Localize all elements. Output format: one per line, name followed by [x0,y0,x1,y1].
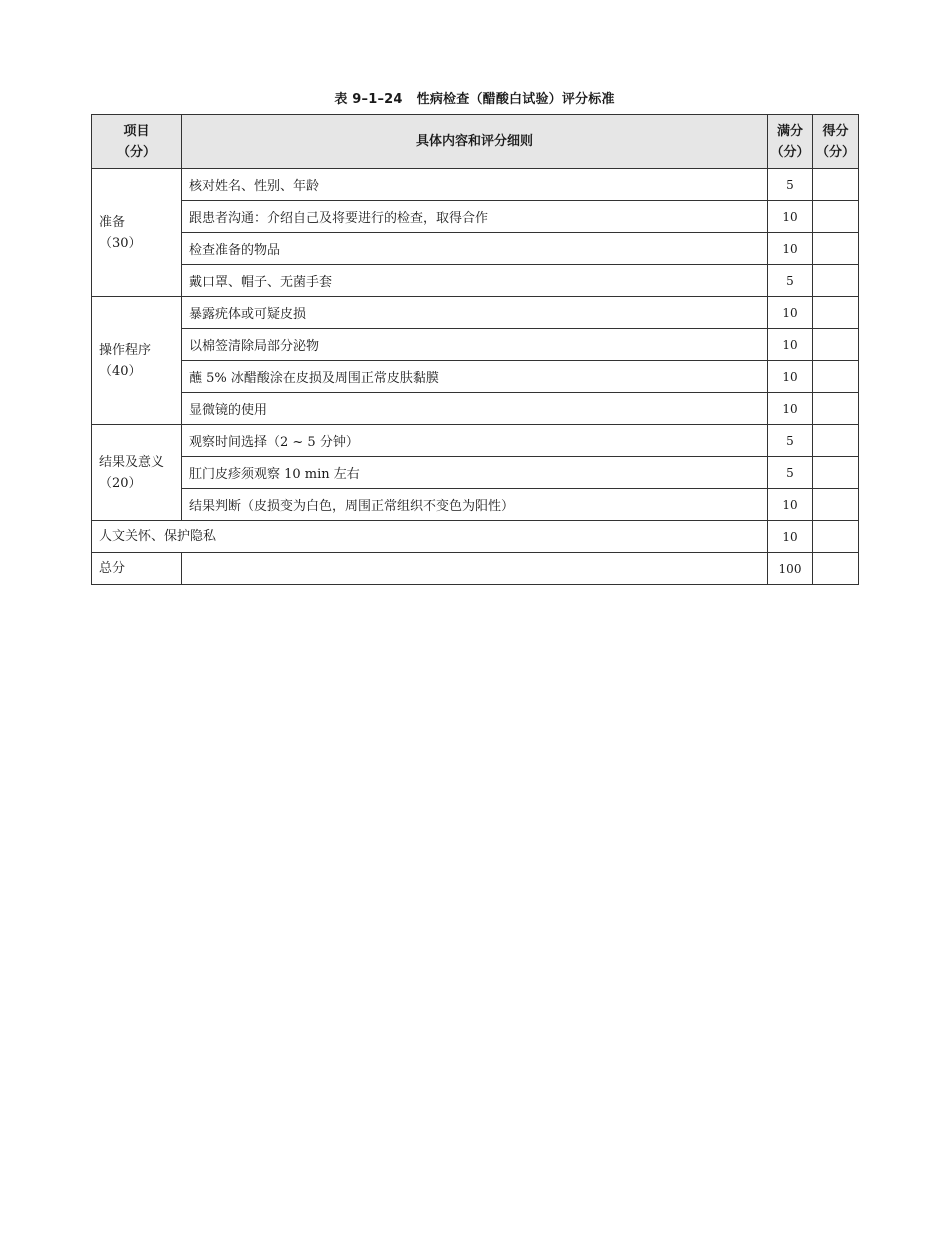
table-title: 性病检查（醋酸白试验）评分标准 [416,92,615,107]
criterion-text: 戴口罩、帽子、无菌手套 [182,265,768,297]
table-row [92,457,859,489]
full-score: 5 [768,457,813,489]
full-score: 5 [768,265,813,297]
table-row [92,265,859,297]
obtained-score-cell[interactable] [813,521,859,553]
table-row [92,169,859,201]
table-row [92,361,859,393]
category-results: 结果及意义 （20） [92,425,182,521]
full-score: 10 [768,393,813,425]
total-empty-cell [182,553,768,585]
obtained-score-cell[interactable] [813,297,859,329]
table-row [92,297,859,329]
header-content: 具体内容和评分细则 [182,115,768,169]
table-row-humanistic [92,521,859,553]
humanistic-label: 人文关怀、保护隐私 [92,521,768,553]
header-row [92,115,859,169]
obtained-score-cell[interactable] [813,169,859,201]
obtained-score-cell[interactable] [813,233,859,265]
full-score: 5 [768,425,813,457]
criterion-text: 核对姓名、性别、年龄 [182,169,768,201]
criterion-text: 跟患者沟通：介绍自己及将要进行的检查，取得合作 [182,201,768,233]
table-number: 表 9–1–24 [334,92,403,107]
total-label: 总分 [92,553,182,585]
full-score: 5 [768,169,813,201]
category-procedure: 操作程序 （40） [92,297,182,425]
table-row-total [92,553,859,585]
obtained-score-cell[interactable] [813,201,859,233]
table-caption [91,88,858,107]
table-row [92,329,859,361]
criterion-text: 显微镜的使用 [182,393,768,425]
criterion-text: 暴露疣体或可疑皮损 [182,297,768,329]
obtained-score-cell[interactable] [813,457,859,489]
full-score: 10 [768,489,813,521]
criterion-text: 以棉签清除局部分泌物 [182,329,768,361]
criterion-text: 结果判断（皮损变为白色，周围正常组织不变色为阳性） [182,489,768,521]
full-score: 10 [768,201,813,233]
criterion-text: 肛门皮疹须观察 10 min 左右 [182,457,768,489]
obtained-score-cell[interactable] [813,425,859,457]
criterion-text: 蘸 5% 冰醋酸涂在皮损及周围正常皮肤黏膜 [182,361,768,393]
full-score: 10 [768,329,813,361]
criterion-text: 检查准备的物品 [182,233,768,265]
full-score: 10 [768,297,813,329]
obtained-score-cell[interactable] [813,361,859,393]
header-item: 项目 （分） [92,115,182,169]
scoring-table [91,114,859,585]
obtained-score-cell[interactable] [813,265,859,297]
table-row [92,393,859,425]
table-row [92,201,859,233]
total-obtained-score-cell[interactable] [813,553,859,585]
full-score: 10 [768,521,813,553]
header-obtained-score: 得分 （分） [813,115,859,169]
table-row [92,233,859,265]
table-row [92,489,859,521]
total-full-score: 100 [768,553,813,585]
full-score: 10 [768,233,813,265]
obtained-score-cell[interactable] [813,329,859,361]
full-score: 10 [768,361,813,393]
category-preparation: 准备 （30） [92,169,182,297]
obtained-score-cell[interactable] [813,489,859,521]
table-row [92,425,859,457]
criterion-text: 观察时间选择（2 ~ 5 分钟） [182,425,768,457]
obtained-score-cell[interactable] [813,393,859,425]
header-full-score: 满分 （分） [768,115,813,169]
